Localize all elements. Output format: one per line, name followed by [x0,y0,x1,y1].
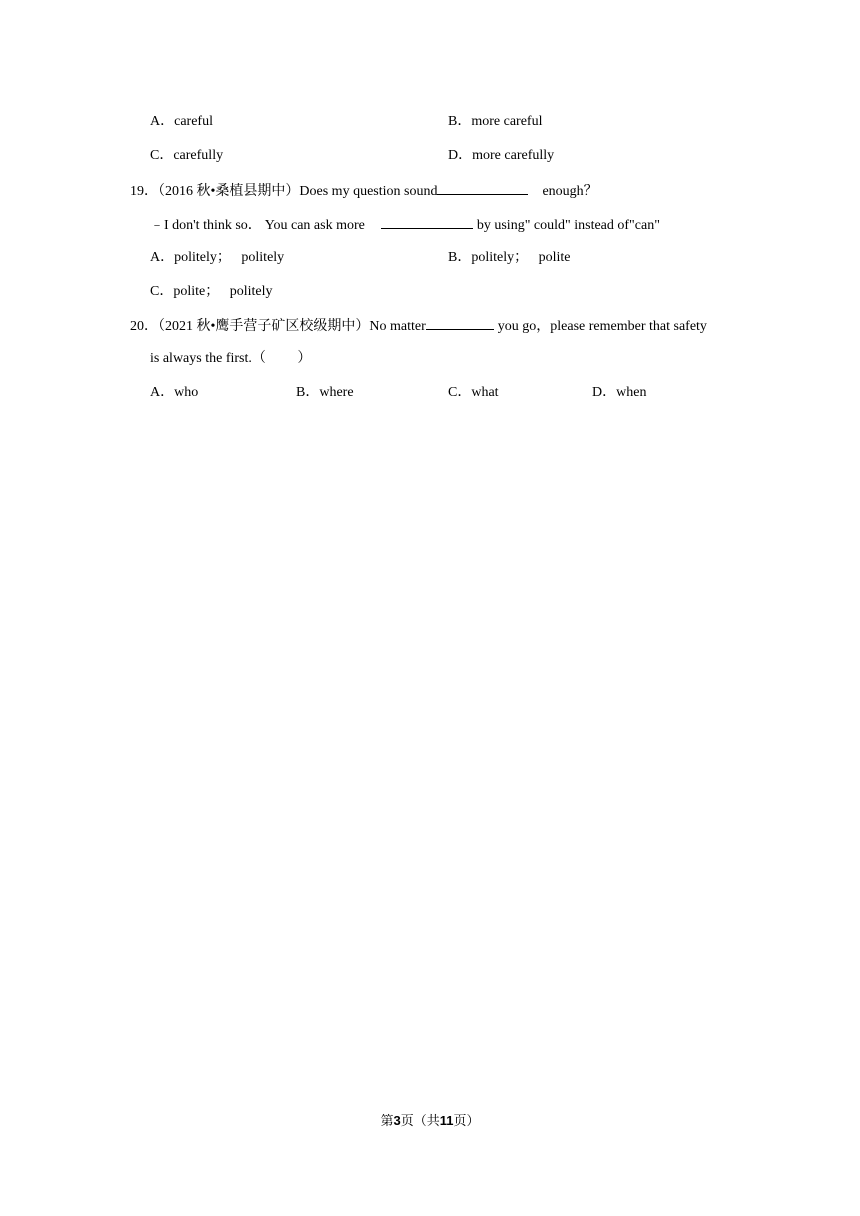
option-text: where [319,385,354,400]
answer-blank [426,316,494,330]
option-letter: C． [448,385,472,400]
q20-stem-continuation: is always the first.（ ） [150,351,312,366]
option-text: polite； politely [173,284,273,299]
q18-option-a [150,113,213,131]
option-text: who [174,385,199,400]
footer-page-number: 3 [393,1113,401,1128]
option-letter: A． [150,114,175,129]
option-text: when [616,385,647,400]
q19-stem-prefix: 19．（2016 秋•桑植县期中）Does my question sound [130,184,438,199]
q19-option-b [448,249,571,267]
option-letter: C． [150,284,174,299]
option-text: politely； politely [174,250,285,265]
option-letter: D． [448,148,473,163]
q20-stem [130,316,707,336]
answer-blank [381,215,473,229]
q20-option-c [448,384,499,402]
q18-option-d [448,147,554,165]
q19-stem-suffix: enough？ [542,184,598,199]
option-text: what [471,385,499,400]
option-letter: B． [296,385,320,400]
option-text: careful [174,114,213,129]
option-letter: D． [592,385,617,400]
option-text: politely； polite [471,250,571,265]
q18-option-b [448,113,542,131]
q20-option-a [150,384,198,402]
option-letter: A． [150,385,175,400]
q20-option-d [592,384,646,402]
option-letter: A． [150,250,175,265]
q20-option-b [296,384,354,402]
footer-mid: 页（共 [400,1113,440,1128]
q18-option-c [150,147,223,165]
option-text: carefully [173,148,224,163]
q19-stem [130,181,598,201]
q19-option-a [150,249,284,267]
q20-stem-suffix: you go，please remember that safety [497,319,707,334]
page-footer [0,1112,860,1130]
q19-option-c [150,283,273,301]
option-letter: B． [448,250,472,265]
q20-stem-prefix: 20．（2021 秋•鹰手营子矿区校级期中）No matter [130,319,426,334]
q19-reply-prefix: ﹣I don't think so． You can ask more [150,218,365,233]
option-text: more careful [471,114,543,129]
q19-reply-suffix: by using" could" instead of"can" [476,218,660,233]
option-text: more carefully [472,148,555,163]
footer-pre: 第 [380,1113,394,1128]
q19-reply [150,215,660,235]
option-letter: C． [150,148,174,163]
footer-post: 页） [453,1113,480,1128]
q20-stem-line2 [150,350,311,368]
footer-total-pages: 11 [439,1113,454,1128]
option-letter: B． [448,114,472,129]
answer-blank [437,181,528,195]
